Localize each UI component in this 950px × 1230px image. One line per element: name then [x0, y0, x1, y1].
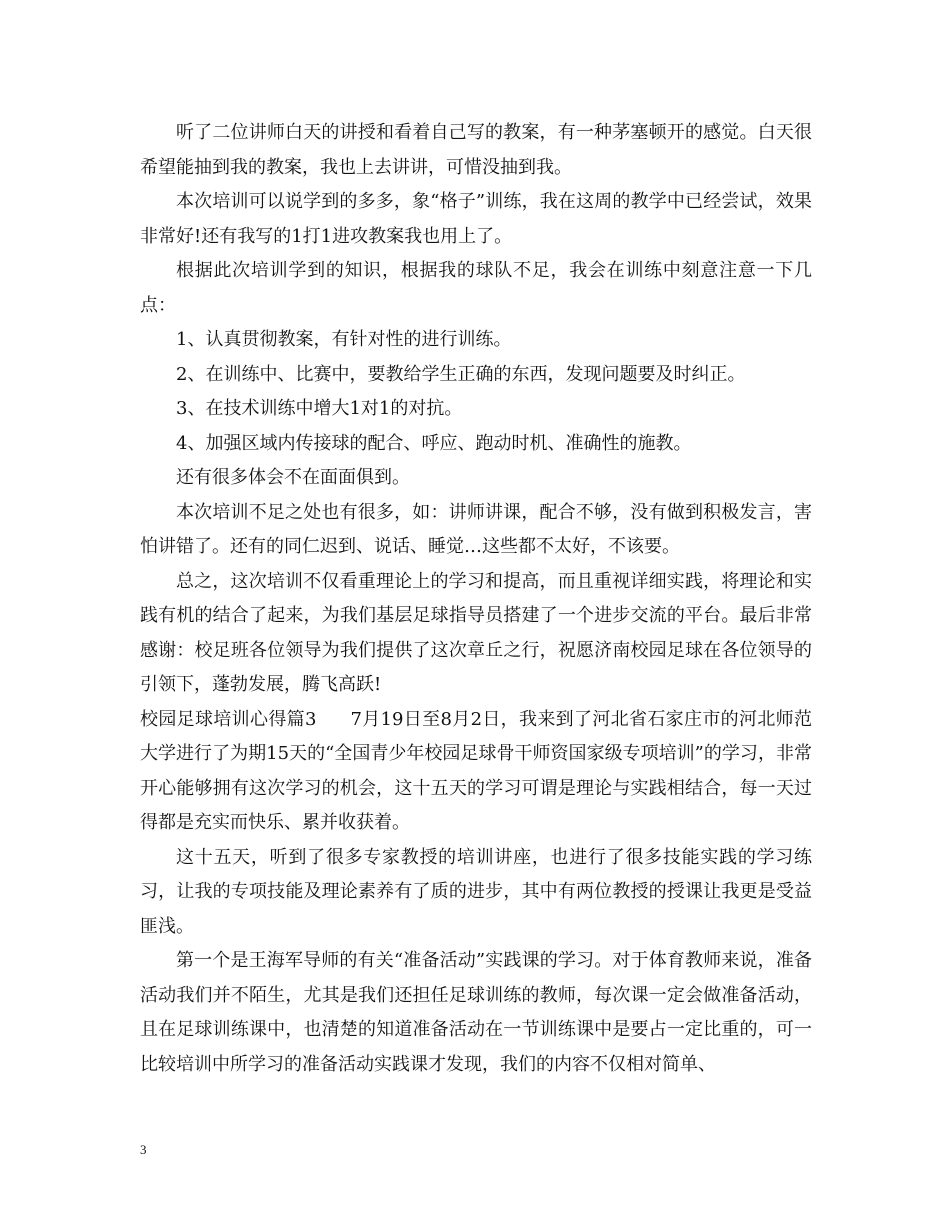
list-item: 3、在技术训练中增大1对1的对抗。 [176, 398, 463, 419]
section-first-paragraph: 7月19日至8月2日，我来到了河北省石家庄市的河北师范大学进行了为期15天的“全国青少年校园足球骨干师资国家级专项培训”的学习，非常开心能够拥有这次学习的机会，这十五天的学习可谓是理论与实践相结合，每一天过得都是充实而快乐、累并收获着。 [140, 708, 812, 833]
paragraph: 根据此次培训学到的知识，根据我的球队不足，我会在训练中刻意注意一下几点： [140, 260, 812, 316]
section-heading: 校园足球培训心得篇3 [140, 708, 317, 730]
paragraph: 还有很多体会不在面面俱到。 [176, 467, 410, 488]
paragraph: 这十五天，听到了很多专家教授的培训讲座，也进行了很多技能实践的学习练习，让我的专项技能及理论素养有了质的进步，其中有两位教授的授课让我更是受益匪浅。 [140, 846, 812, 937]
list-item: 4、加强区域内传接球的配合、呼应、跑动时机、准确性的施教。 [176, 432, 692, 454]
paragraph: 第一个是王海军导师的有关“准备活动”实践课的学习。对于体育教师来说，准备活动我们并不陌生，尤其是我们还担任足球训练的教师，每次课一定会做准备活动，且在足球训练课中，也清楚的知道准备活动在一节训练课中是要占一定比重的，可一比较培训中所学习的准备活动实践课才发现，我们的内容不仅相对简单、 [140, 950, 812, 1075]
list-item: 2、在训练中、比赛中，要教给学生正确的东西，发现问题要及时纠正。 [176, 363, 746, 385]
page-number: 3 [140, 1142, 147, 1157]
section-heading-paragraph [140, 703, 812, 841]
paragraph: 本次培训可以说学到的多多，象“格子”训练，我在这周的教学中已经尝试，效果非常好!还有我写的1打1进攻教案我也用上了。 [140, 191, 812, 247]
paragraph: 本次培训不足之处也有很多，如：讲师讲课，配合不够，没有做到积极发言，害怕讲错了。还有的同仁迟到、说话、睡觉…这些都不太好，不该要。 [140, 501, 812, 557]
paragraph: 总之，这次培训不仅看重理论上的学习和提高，而且重视详细实践，将理论和实践有机的结合了起来，为我们基层足球指导员搭建了一个进步交流的平台。最后非常感谢：校足班各位领导为我们提供了这次章丘之行，祝愿济南校园足球在各位领导的引领下，蓬勃发展，腾飞高跃! [140, 570, 812, 695]
paragraph: 听了二位讲师白天的讲授和看着自己写的教案，有一种茅塞顿开的感觉。白天很希望能抽到我的教案，我也上去讲讲，可惜没抽到我。 [140, 122, 812, 178]
document-body [140, 116, 812, 1082]
list-item: 1、认真贯彻教案，有针对性的进行训练。 [176, 329, 512, 350]
